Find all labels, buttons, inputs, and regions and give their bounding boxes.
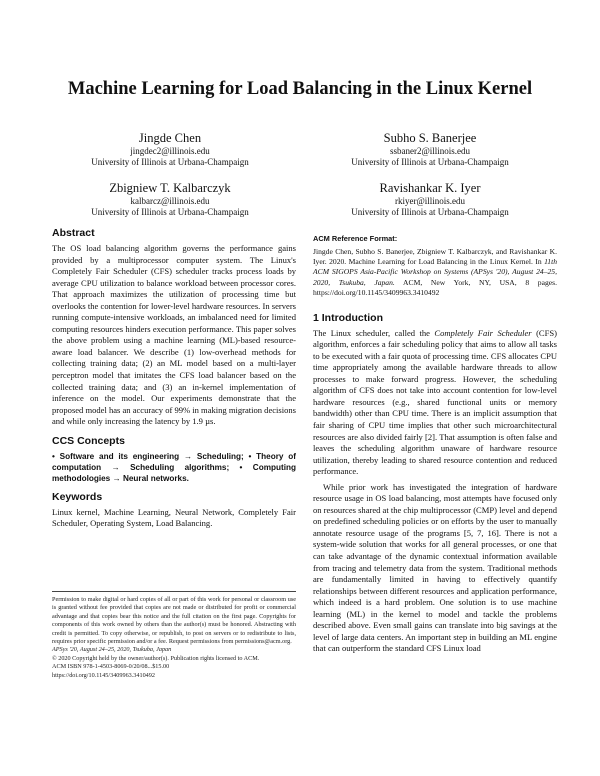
isbn-line: ACM ISBN 978-1-4503-8069-0/20/08...$15.00 (52, 663, 170, 671)
intro-text-a: The Linux scheduler, called the (313, 327, 435, 338)
introduction-heading: 1 Introduction (313, 311, 383, 324)
permission-notice (52, 591, 296, 680)
permission-text: Permission to make digital or hard copies of all or part of this work for personal or classroom use is granted without fee provided that copies are not made or distributed for profit or commercial advantage and that copies bear this notice and the full citation on the first page. Copyrights for components of this work owned by others than the author(s) must be honored. Abstracting with credit is permitted. To copy otherwise, or republish, to post on servers or to redistribute to lists, requires prior specific permission and/or a fee. Request permissions from permissions@acm.org. (52, 596, 296, 646)
ccs-heading: CCS Concepts (52, 434, 125, 447)
acm-reference-venue: 11th ACM SIGOPS Asia-Pacific Workshop on Systems (APSys '20), August 24–25, 2020, Tsukuba, Japan. (313, 256, 557, 287)
author-affiliation: University of Illinois at Urbana-Champaign (91, 157, 249, 167)
author-name: Subho S. Banerjee (383, 131, 477, 145)
author-block (35, 130, 305, 168)
intro-text-em: Completely Fair Scheduler (434, 327, 532, 338)
paper-title: Machine Learning for Load Balancing in the Linux Kernel (67, 79, 533, 99)
ccs-concepts: • Software and its engineering → Scheduling; • Theory of computation → Scheduling algorithms; • Computing methodologies → Neural networks. (52, 451, 296, 483)
keywords-text: Linux kernel, Machine Learning, Neural Network, Completely Fair Scheduler, Operating System, Load Balancing. (52, 506, 296, 529)
doi-link[interactable]: https://doi.org/10.1145/3409963.3410492 (52, 671, 155, 679)
acm-reference-rest: ACM, New York, NY, USA, 8 pages. https://doi.org/10.1145/3409963.3410492 (313, 277, 557, 298)
copyright-line: © 2020 Copyright held by the owner/author(s). Publication rights licensed to ACM. (52, 654, 260, 662)
author-name: Zbigniew T. Kalbarczyk (109, 181, 231, 195)
abstract-heading: Abstract (52, 227, 95, 239)
author-block (295, 130, 565, 168)
author-email[interactable]: rkiyer@illinois.edu (394, 196, 466, 206)
author-name: Jingde Chen (138, 131, 202, 145)
author-affiliation: University of Illinois at Urbana-Champaign (351, 207, 509, 217)
author-block (35, 180, 305, 218)
venue-line: APSys '20, August 24–25, 2020, Tsukuba, Japan (52, 646, 172, 654)
right-column (313, 233, 557, 655)
left-column (52, 227, 296, 530)
intro-text-b: (CFS) algorithm, enforces a fair scheduling policy that aims to allow all tasks to be executed with a fair quota of processing time. CFS allocates CPU time appropriately among the available hardware threads to allow processes to make forward progress. However, the scheduling algorithm of CFS does not take into account contention for low-level hardware resources (e.g., shared functional units or memory bandwidth) other than CPU time. There is an implicit assumption that fair sharing of CPU time implies that other such microarchitectural resources are also divided fairly [2]. That assumption is often false and leaves the scheduling algorithm unaware of hardware resource utilization, thereby leading to shared resource contention and reduced performance. (313, 327, 557, 477)
acm-reference-heading: ACM Reference Format: (313, 234, 398, 243)
keywords-heading: Keywords (52, 490, 103, 503)
author-block (295, 180, 565, 218)
introduction-paragraph-2: While prior work has investigated the integration of hardware resource usage in OS load balancing, most attempts have focused only on resources shared at the chip multiprocessor (CMP) level and depend on predefined scheduling policies or on efforts by the user to manually annotate resource usage of the programs [5, 7, 16]. There is not a system-wide solution that works for all general processes, or one that can take advantage of the dynamic contextual information available from tracing and telemetry data from the system. Traditional methods are fundamentally limited in having to effectively quantify relationships between different resources and application performance, which indeed is a hard problem. One solution is to use machine learning (ML) in the kernel to model and tackle the problems described above. Even small gains can translate into big savings at the level of large data centers. An important step in building an ML engine that can outperform the standard CFS Linux load (313, 481, 557, 654)
author-email[interactable]: kalbarcz@illinois.edu (130, 196, 210, 206)
author-affiliation: University of Illinois at Urbana-Champaign (91, 207, 249, 217)
acm-reference-text (313, 247, 557, 299)
introduction-paragraph-1 (313, 328, 557, 478)
author-affiliation: University of Illinois at Urbana-Champaign (351, 157, 509, 167)
abstract-text: The OS load balancing algorithm governs the performance gains provided by a multiprocessor computer system. The Linux's Completely Fair Scheduler (CFS) scheduler tracks process loads by average CPU utilization to balance workload between processor cores. That approach maximizes the utilization of processing time but overlooks the contention for lower-level hardware resources. In servers running compute-intensive workloads, an imbalanced need for limited computing resources hinders execution performance. This paper solves the above problem using a machine learning (ML)-based resource-aware load balancer. We describe (1) low-overhead methods for collecting training data; (2) an ML model based on a multi-layer perceptron model that imitates the CFS load balancer based on the collected training data; and (3) an in-kernel implementation of inference on the model. Our experiments demonstrate that the proposed model has an accuracy of 99% in making migration decisions and while only increasing the latency by 1.9 µs. (52, 243, 296, 427)
author-name: Ravishankar K. Iyer (379, 181, 481, 195)
acm-reference-authors: Jingde Chen, Subho S. Banerjee, Zbigniew T. Kalbarczyk, and Ravishankar K. Iyer. 2020. Machine Learning for Load Balancing in the Linux Kernel. In (313, 246, 557, 266)
author-email[interactable]: ssbaner2@illinois.edu (389, 146, 471, 156)
author-email[interactable]: jingdec2@illinois.edu (130, 146, 210, 156)
